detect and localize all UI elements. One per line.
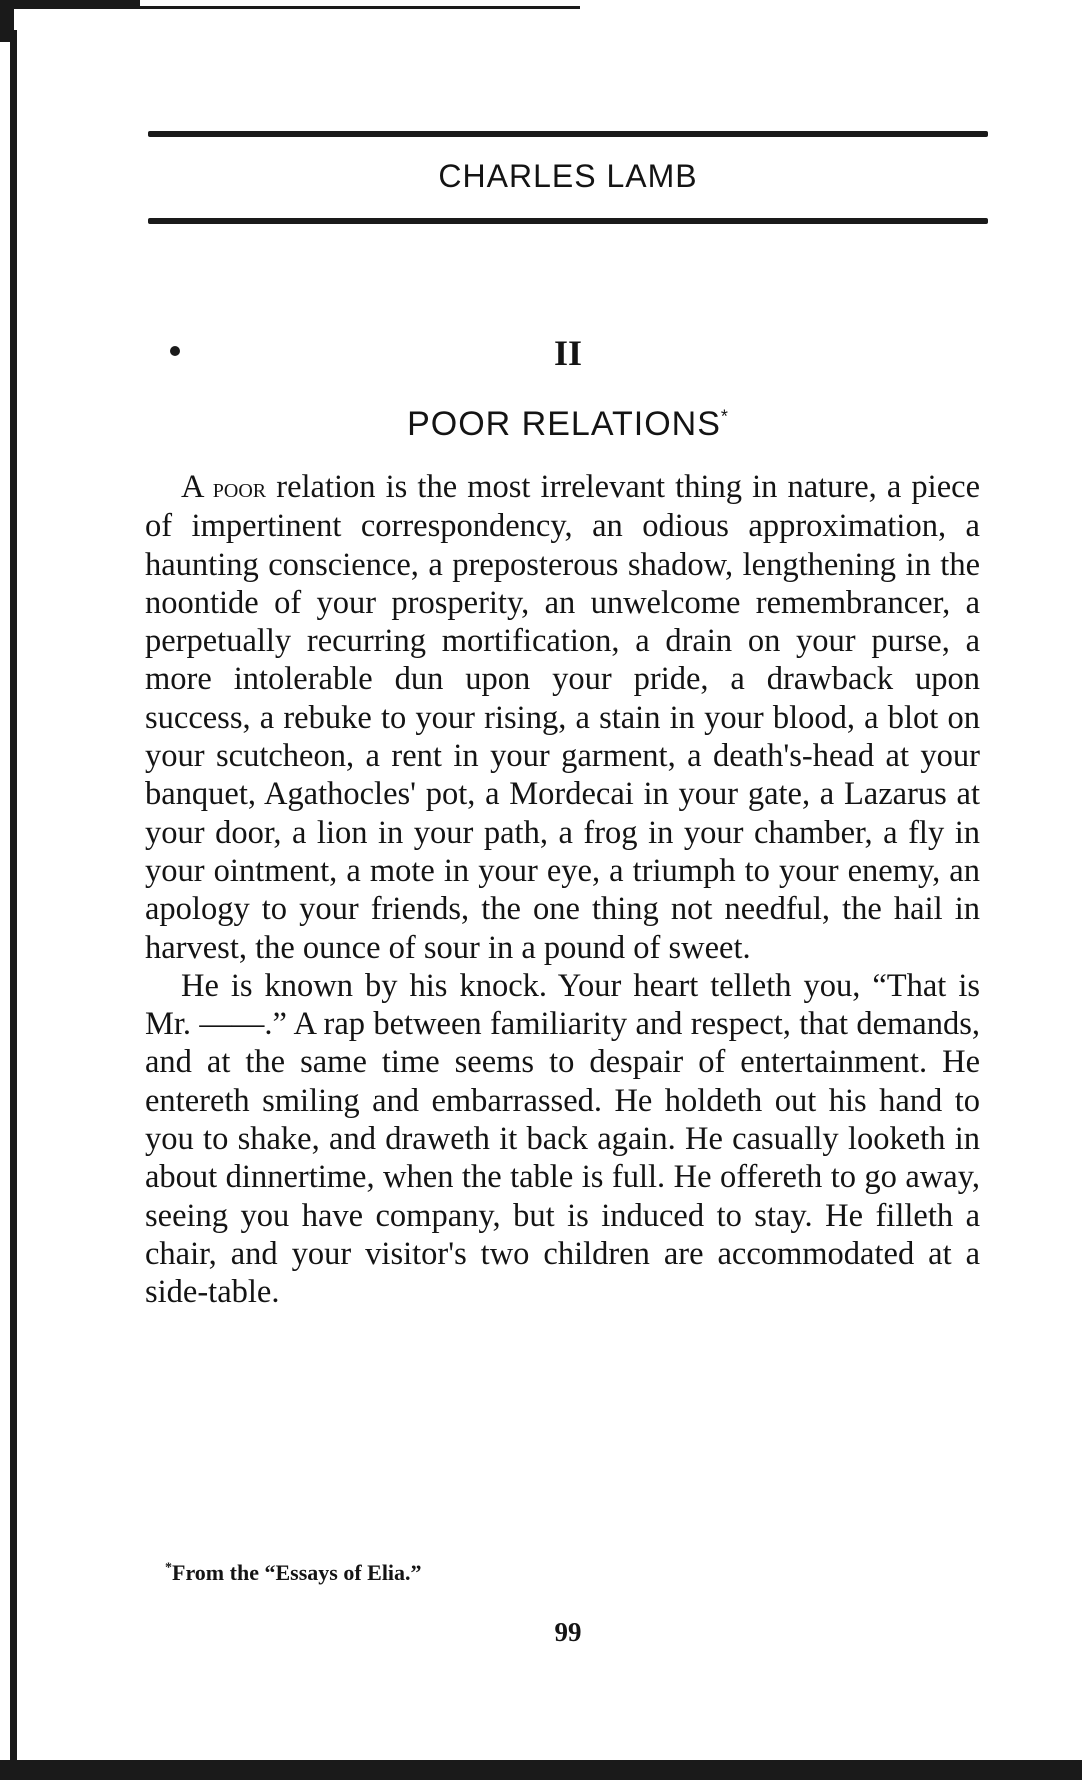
header-rule-bottom: [148, 218, 988, 224]
header-rule-top: [148, 131, 988, 137]
paragraph-2: [145, 967, 980, 1312]
footnote-marker: *: [165, 1560, 172, 1576]
chapter-title: [148, 405, 988, 444]
footnote-text: From the “Essays of Elia.”: [172, 1560, 422, 1585]
page-number: 99: [554, 1617, 582, 1647]
scan-edge-top: [0, 6, 580, 9]
paragraph-2-text: He is known by his knock. Your heart telleth you, “That is Mr. ——.” A rap between familiarity and respect, that demands, and at the same time seems to despair of entertainment. He entereth smiling and embarrassed. He holdeth out his hand to you to shake, and draweth it back again. He casually looketh in about dinnertime, when the table is full. He offereth to go away, seeing you have company, but is induced to stay. He filleth a chair, and your visitor's two children are accommodated at a side-table.: [145, 967, 980, 1311]
paragraph-1-lead: A: [181, 469, 203, 505]
chapter-numeral: II: [553, 333, 583, 373]
footnote: [165, 1560, 422, 1586]
body-text: [145, 468, 980, 1312]
running-head: CHARLES LAMB: [438, 158, 698, 194]
chapter-title-text: POOR RELATIONS: [407, 405, 721, 443]
paragraph-1-smallcaps: poor: [212, 472, 267, 504]
chapter-title-footnote-marker: *: [720, 406, 729, 427]
scan-edge-bottom: [0, 1760, 1082, 1780]
scan-edge-left: [10, 30, 17, 1775]
paragraph-1-text: relation is the most irrelevant thing in nature, a piece of impertinent correspondency, an odious approximation, a haunting conscience, a preposterous shadow, lengthening in the noontide of your prosperity, an unwelcome remembrancer, a perpetually recurring mortification, a drain on your purse, a more intolerable dun upon your pride, a drawback upon success, a rebuke to your rising, a stain in your blood, a blot on your scutcheon, a rent in your garment, a death's-head at your banquet, Agathocles' pot, a Mordecai in your gate, a Lazarus at your door, a lion in your path, a frog in your chamber, a fly in your ointment, a mote in your eye, a triumph to your enemy, an apology to your friends, the one thing not needful, the hail in harvest, the ounce of sour in a pound of sweet.: [145, 469, 980, 966]
paragraph-1: [145, 468, 980, 967]
